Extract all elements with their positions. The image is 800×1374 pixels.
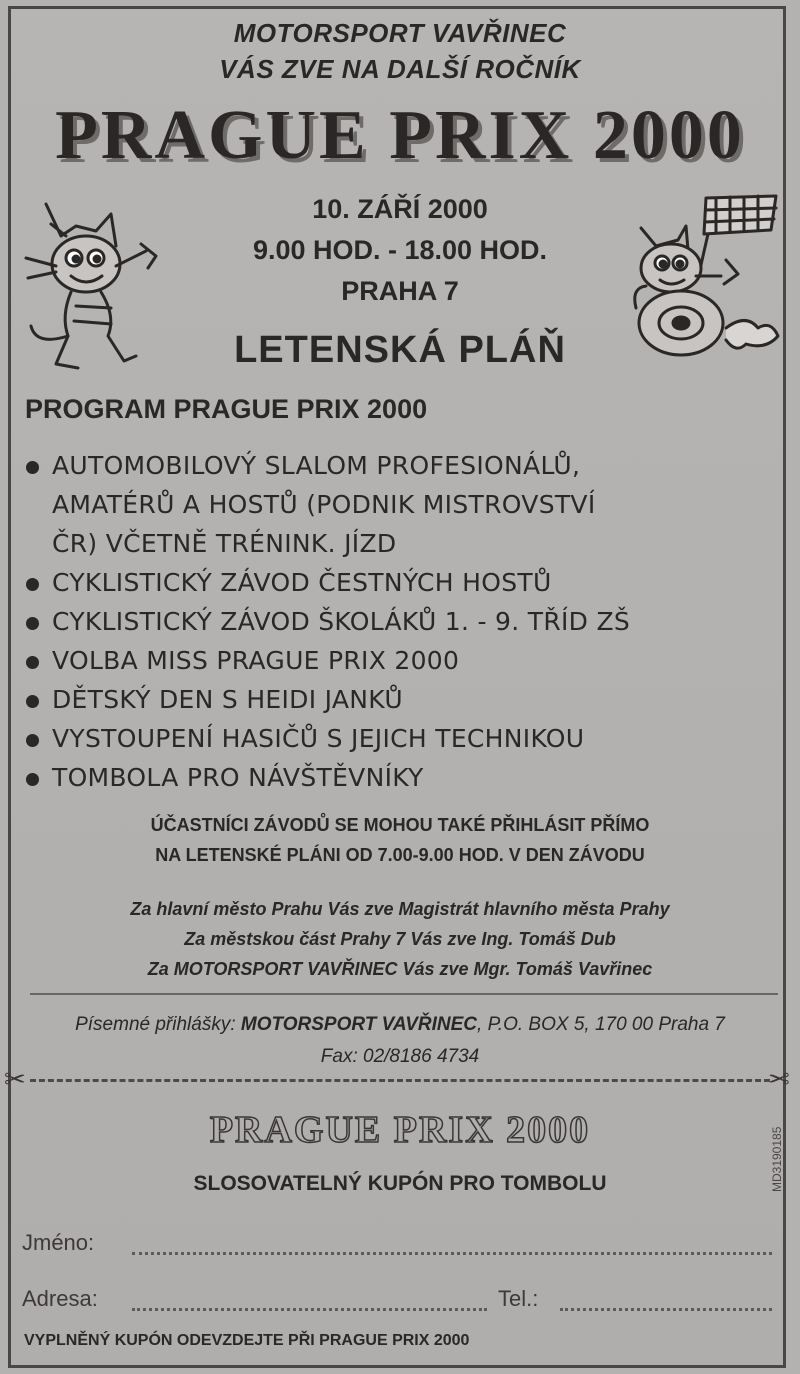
invitation-line: VÁS ZVE NA DALŠÍ ROČNÍK xyxy=(219,54,581,84)
registration-notice-line: ÚČASTNÍCI ZÁVODŮ SE MOHOU TAKÉ PŘIHLÁSIT PŘÍMO xyxy=(150,815,650,835)
coupon-subtitle: SLOSOVATELNÝ KUPÓN PRO TOMBOLU xyxy=(193,1172,607,1195)
name-field[interactable] xyxy=(132,1252,772,1255)
event-date: 10. ZÁŘÍ 2000 xyxy=(312,194,488,224)
address-field[interactable] xyxy=(132,1308,487,1311)
program-item: VOLBA MISS PRAGUE PRIX 2000 xyxy=(22,641,782,680)
contact-prefix: Písemné přihlášky: xyxy=(75,1014,236,1035)
event-city: PRAHA 7 xyxy=(341,276,459,306)
coupon-title: PRAGUE PRIX 2000 xyxy=(209,1109,591,1151)
contact-address-text: , P.O. BOX 5, 170 00 Praha 7 xyxy=(477,1014,725,1035)
program-item: CYKLISTICKÝ ZÁVOD ŠKOLÁKŮ 1. - 9. TŘÍD ZŠ xyxy=(22,602,782,641)
scissors-icon: ✂ xyxy=(4,1064,26,1094)
program-item: VYSTOUPENÍ HASIČŮ S JEJICH TECHNIKOU xyxy=(22,719,782,758)
contact-org: MOTORSPORT VAVŘINEC xyxy=(240,1014,478,1035)
invitation-district: Za městskou část Prahy 7 Vás zve Ing. Tomáš Dub xyxy=(184,929,616,949)
phone-field[interactable] xyxy=(560,1308,772,1311)
ad-code: MD3190185 xyxy=(770,1126,784,1192)
scissors-icon: ✂ xyxy=(768,1064,790,1094)
divider xyxy=(30,993,778,995)
program-item: CYKLISTICKÝ ZÁVOD ČESTNÝCH HOSTŮ xyxy=(22,563,782,602)
contact-fax: Fax: 02/8186 4734 xyxy=(320,1046,480,1067)
coupon-footer: VYPLNĚNÝ KUPÓN ODEVZDEJTE PŘI PRAGUE PRIX 2000 xyxy=(24,1332,470,1349)
program-item: AUTOMOBILOVÝ SLALOM PROFESIONÁLŮ, xyxy=(22,446,782,485)
program-item-continuation: AMATÉRŮ A HOSTŮ (PODNIK MISTROVSTVÍ xyxy=(52,490,596,519)
invitation-city: Za hlavní město Prahu Vás zve Magistrát hlavního města Prahy xyxy=(130,899,670,919)
event-venue: LETENSKÁ PLÁŇ xyxy=(234,329,566,371)
contact-address xyxy=(0,1010,800,1040)
address-label: Adresa: xyxy=(22,1286,98,1311)
cut-line xyxy=(30,1079,770,1082)
registration-notice-line: NA LETENSKÉ PLÁNI OD 7.00-9.00 HOD. V DEN ZÁVODU xyxy=(155,845,645,865)
program-list xyxy=(22,446,782,797)
name-label: Jméno: xyxy=(22,1230,95,1255)
event-time: 9.00 HOD. - 18.00 HOD. xyxy=(252,235,548,265)
program-item-continuation: ČR) VČETNĚ TRÉNINK. JÍZD xyxy=(52,529,397,558)
page-title: PRAGUE PRIX 2000 xyxy=(55,97,745,174)
program-item: TOMBOLA PRO NÁVŠTĚVNÍKY xyxy=(22,758,782,797)
program-heading: PROGRAM PRAGUE PRIX 2000 xyxy=(25,394,428,424)
organizer-line: MOTORSPORT VAVŘINEC xyxy=(233,18,567,48)
program-item: DĚTSKÝ DEN S HEIDI JANKŮ xyxy=(22,680,782,719)
invitation-organizer: Za MOTORSPORT VAVŘINEC Vás zve Mgr. Tomáš Vavřinec xyxy=(147,959,653,979)
phone-label: Tel.: xyxy=(498,1286,539,1311)
